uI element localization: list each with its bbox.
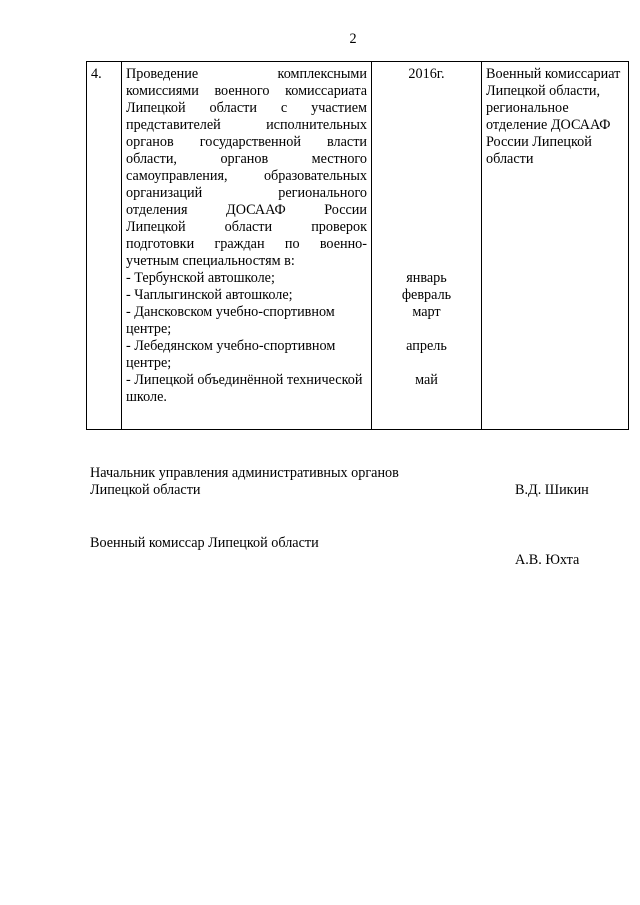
desc-line: учетным специальностям в: [126, 253, 295, 269]
list-item: - Тербунской автошколе; [126, 270, 275, 286]
list-item: - Дансковском учебно-спортивном центре; [126, 304, 335, 337]
desc-line: подготовки граждан по военно- [126, 236, 367, 252]
signatory-1-title-line2: Липецкой области [90, 482, 201, 498]
row-responsible: Военный комиссариат Липецкой области, региональное отделение ДОСААФ России Липецкой области [482, 62, 629, 430]
desc-line: самоуправления, образовательных [126, 168, 367, 184]
signatory-2-title: Военный комиссар Липецкой области [90, 535, 319, 551]
row-date [372, 62, 482, 430]
signatory-1-name: В.Д. Шикин [515, 482, 589, 498]
row-number: 4. [87, 62, 122, 430]
list-item: - Липецкой объединённой технической школе. [126, 372, 363, 405]
row-description [122, 62, 372, 430]
month-label: март [412, 304, 441, 320]
desc-line: органов государственной власти [126, 134, 367, 150]
plan-table [86, 61, 629, 430]
list-item: - Лебедянском учебно-спортивном центре; [126, 338, 336, 371]
month-label: апрель [406, 338, 447, 354]
signatory-1-title-line1: Начальник управления административных органов [90, 465, 399, 481]
signatory-2-name: А.В. Юхта [515, 552, 580, 568]
desc-line: организаций регионального [126, 185, 367, 201]
list-item: - Чаплыгинской автошколе; [126, 287, 293, 303]
desc-line: Липецкой области с участием [126, 100, 367, 116]
desc-line: области, органов местного [126, 151, 367, 167]
month-label: январь [406, 270, 447, 286]
month-label: февраль [401, 287, 452, 303]
table-row [87, 62, 629, 430]
page-number: 2 [349, 31, 357, 47]
desc-line: отделения ДОСААФ России [126, 202, 367, 218]
desc-line: представителей исполнительных [126, 117, 367, 133]
month-label: май [415, 372, 438, 388]
desc-line: Липецкой области проверок [126, 219, 367, 235]
desc-line: Проведение комплексными [126, 66, 367, 82]
desc-line: комиссиями военного комиссариата [126, 83, 367, 99]
year: 2016г. [408, 66, 445, 82]
